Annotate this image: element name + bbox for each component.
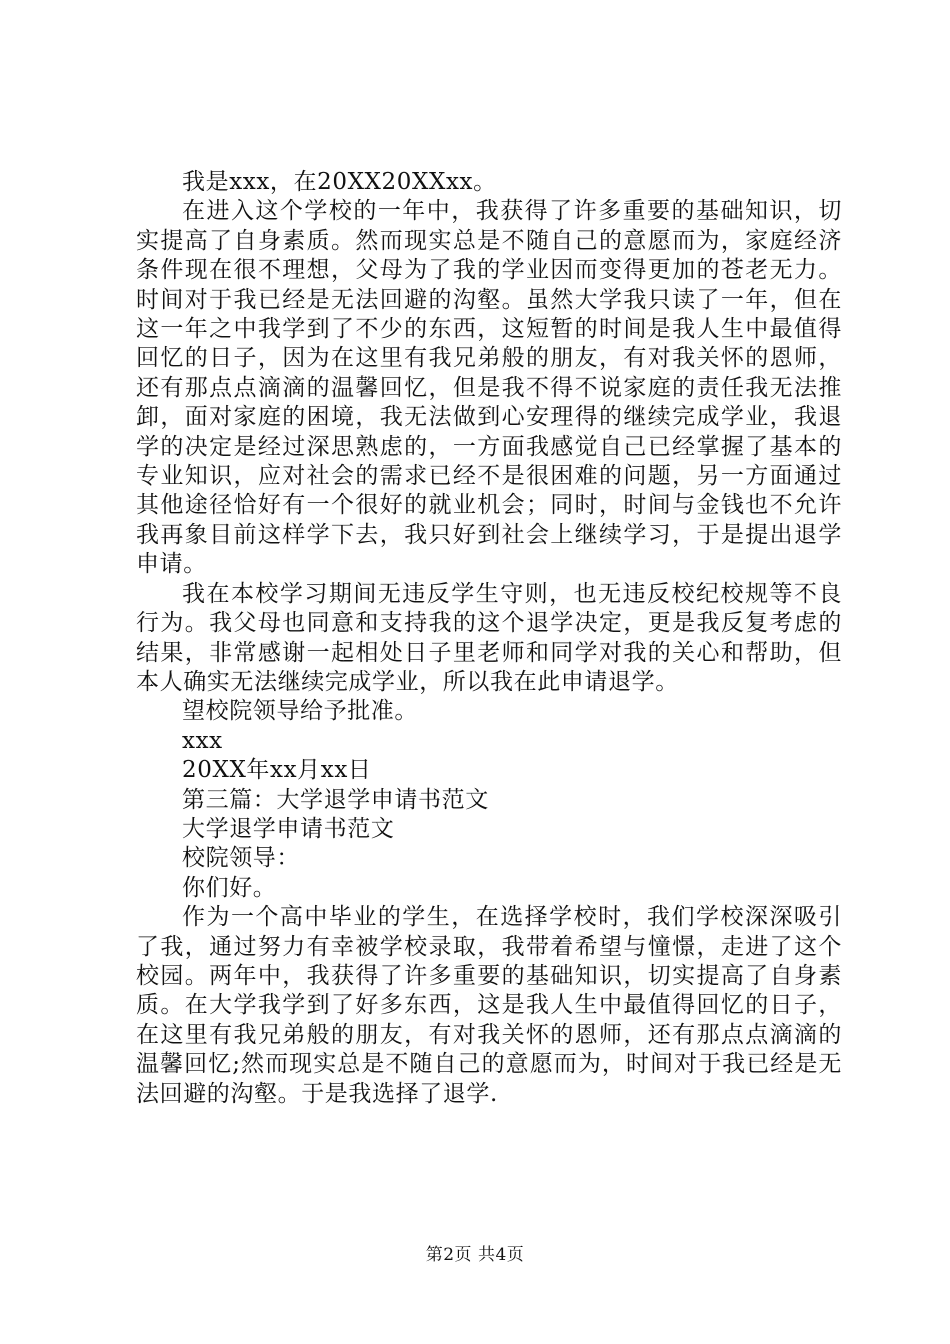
document-title: 大学退学申请书范文 (182, 815, 395, 842)
document-body (136, 168, 842, 1109)
greeting: 你们好。 (182, 874, 277, 901)
intro-line: 我是xxx，在20XX20XXxx。 (182, 169, 497, 195)
signature-date: 20XX年xx月xx日 (182, 757, 372, 784)
signature-name: xxx (182, 727, 223, 754)
page-number-footer: 第2页 共4页 (425, 1245, 525, 1265)
request-line: 望校院领导给予批准。 (182, 698, 418, 725)
body-paragraph: 在进入这个学校的一年中，我获得了许多重要的基础知识，切实提高了自身素质。然而现实总是不随自己的意愿而为，家庭经济条件现在很不理想，父母为了我的学业因而变得更加的苍老无力。时间对于我已经是无法回避的沟壑。虽然大学我只读了一年，但在这一年之中我学到了不少的东西，这短暂的时间是我人生中最值得回忆的日子，因为在这里有我兄弟般的朋友，有对我关怀的恩师，还有那点点滴滴的温馨回忆，但是我不得不说家庭的责任我无法推卸，面对家庭的困境，我无法做到心安理得的继续完成学业，我退学的决定是经过深思熟虑的，一方面我感觉自己已经掌握了基本的专业知识，应对社会的需求已经不是很困难的问题，另一方面通过其他途径恰好有一个很好的就业机会；同时，时间与金钱也不允许我再象目前这样学下去，我只好到社会上继续学习，于是提出退学申请。 (136, 198, 842, 578)
body-paragraph: 我在本校学习期间无违反学生守则，也无违反校纪校规等不良行为。我父母也同意和支持我的这个退学决定，更是我反复考虑的结果，非常感谢一起相处日子里老师和同学对我的关心和帮助，但本人确实无法继续完成学业，所以我在此申请退学。 (136, 580, 842, 695)
section-heading: 第三篇：大学退学申请书范文 (182, 786, 489, 813)
salutation: 校院领导： (182, 845, 300, 872)
body-paragraph: 作为一个高中毕业的学生，在选择学校时，我们学校深深吸引了我，通过努力有幸被学校录取，我带着希望与憧憬，走进了这个校园。两年中，我获得了许多重要的基础知识，切实提高了自身素质。在大学我学到了好多东西，这是我人生中最值得回忆的日子，在这里有我兄弟般的朋友，有对我关怀的恩师，还有那点点滴滴的温馨回忆;然而现实总是不随自己的意愿而为，时间对于我已经是无法回避的沟壑。于是我选择了退学. (136, 904, 842, 1107)
